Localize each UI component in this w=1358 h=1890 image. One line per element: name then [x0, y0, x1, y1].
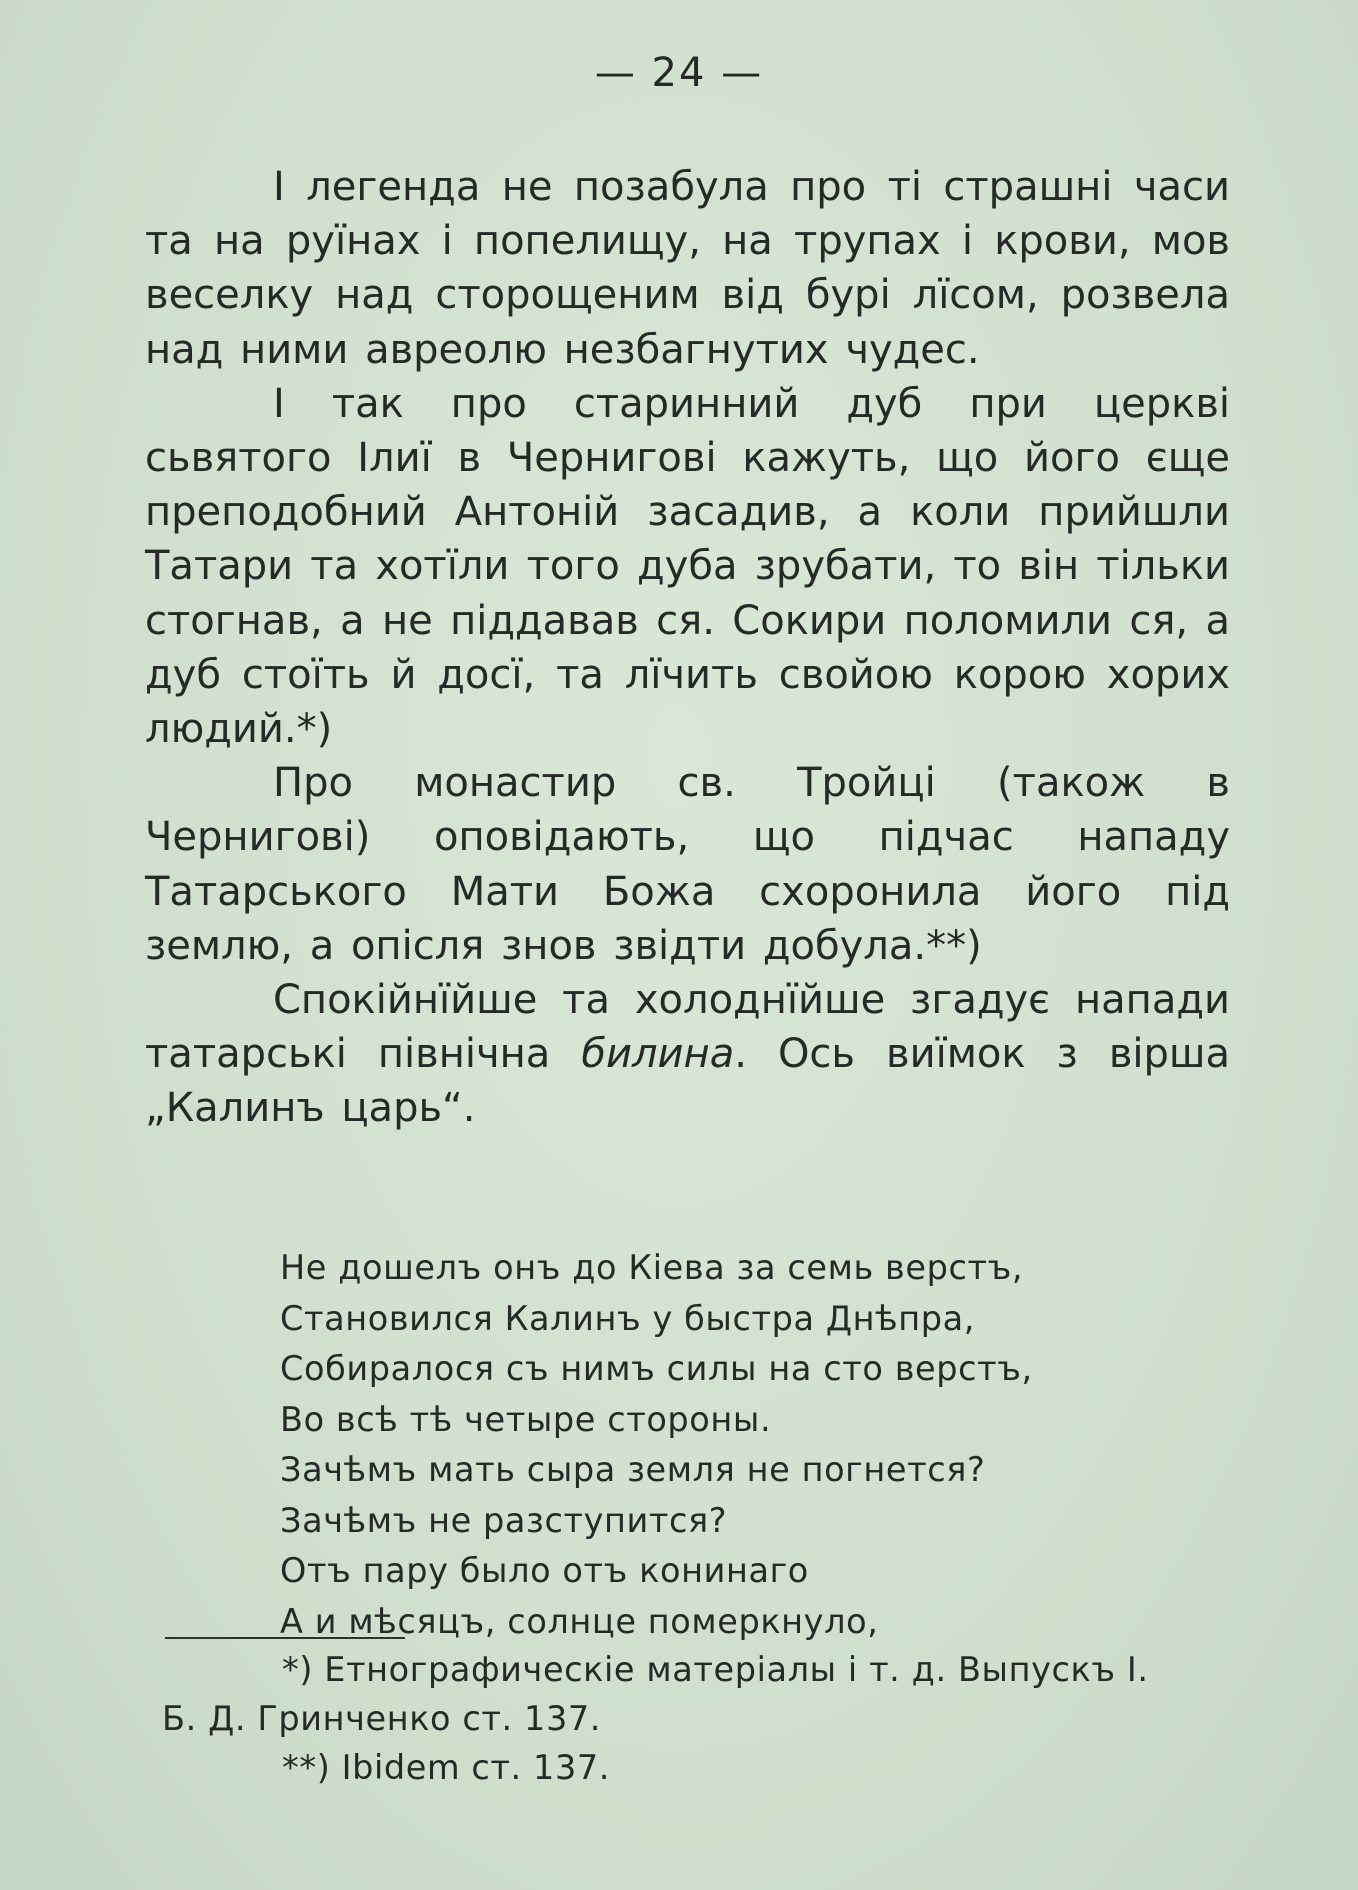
paragraph-oak: І так про старинний дуб при церкві сьвятого Ілиї в Чернигові кажуть, що його єще преподобний Антоній засадив, а коли прийшли Татари та хотїли того дуба зрубати, то він тільки стогнав, а не піддавав ся. Сокири поломили ся, а дуб стоїть й досї, та лїчить свойою корою хорих людий.*)	[145, 380, 1230, 753]
paragraph-monastery: Про монастир св. Тройці (також в Чернигові) оповідають, що підчас нападу Татарського Мати Божа схоронила його під землю, а опісля знов звідти добула.**)	[145, 760, 1230, 969]
footnotes	[162, 1645, 1247, 1792]
poem-line: Зачѣмъ не разступится?	[280, 1500, 728, 1540]
paragraph-bylina-end: . Ось виїмок з вірша „Калинъ царь“.	[145, 1031, 1231, 1132]
footnote-divider	[165, 1637, 405, 1639]
poem-line: Не дошелъ онъ до Кіева за семь верстъ,	[280, 1248, 1024, 1287]
footnote-2: **) Ibidem ст. 137.	[282, 1748, 611, 1787]
footnote-1-line-2: Б. Д. Гринченко ст. 137.	[162, 1699, 602, 1738]
poem-line: Становился Калинъ у быстра Днѣпра,	[280, 1298, 975, 1338]
main-text	[145, 160, 1230, 1136]
poem-excerpt	[280, 1243, 1200, 1647]
footnote-1-line-1: *) Етнографическіе матеріалы і т. д. Выпускъ I.	[282, 1650, 1149, 1689]
poem-line: Собиралося съ нимъ силы на сто верстъ,	[280, 1349, 1033, 1388]
page-number: — 24 —	[594, 50, 764, 96]
poem-line: Отъ пару было отъ конинаго	[280, 1551, 809, 1590]
paragraph-bylina	[145, 973, 1230, 1136]
poem-line: А и мѣсяцъ, солнце померкнуло,	[280, 1601, 879, 1641]
poem-line: Во всѣ тѣ четыре стороны.	[280, 1399, 772, 1439]
bylina-emphasis: билина	[581, 1031, 735, 1078]
paragraph-legend: І легенда не позабула про ті страшні часи та на руїнах і попелищу, на трупах і крови, мов веселку над сторощеним від бурі лїсом, розвела над ними авреолю незбагнутих чудес.	[145, 164, 1230, 373]
paragraph-bylina-start: Спокійнїйше та холоднїйше згадує напади татарські північна	[145, 977, 1230, 1078]
poem-line: Зачѣмъ мать сыра земля не погнется?	[280, 1450, 986, 1489]
